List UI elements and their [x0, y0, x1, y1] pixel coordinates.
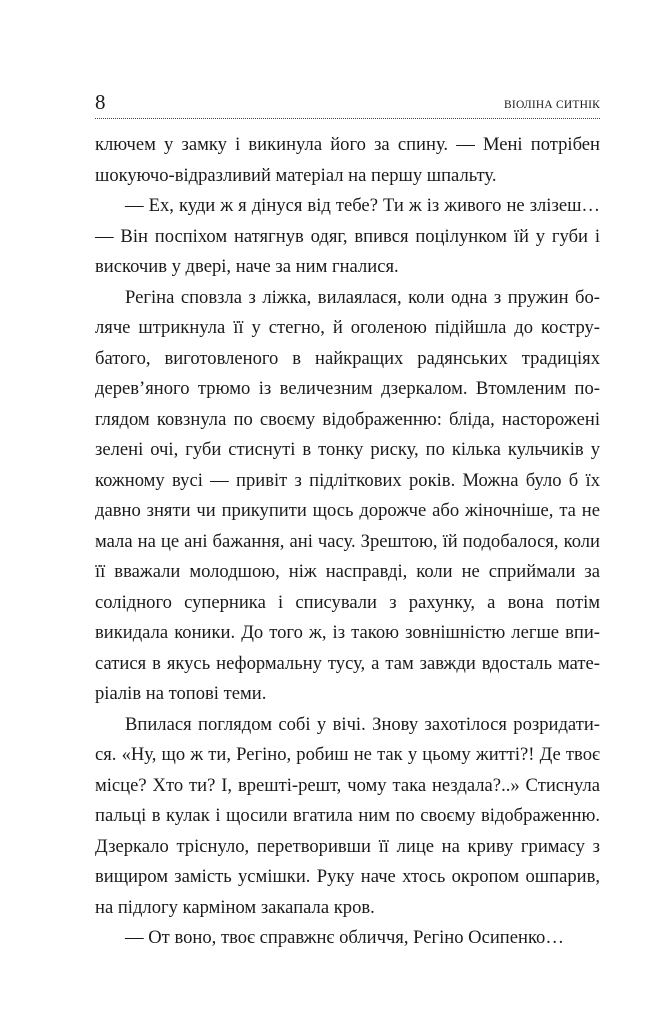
paragraph: ключем у замку і викинула його за спину. — Мені потрібен шокуючо-відразливий матеріал на першу шпальту. — [95, 134, 600, 186]
paragraph: Впилася поглядом собі у вічі. Знову захотілося розридатися. «Ну, що ж ти, Регіно, робиш не так у цьому житті?! Де твоє місце? Хто ти? І, врешті-решт, чому така нездала?..» Стиснула пальці в кулак і щосили вгатила ним по своєму відображенню. Дзеркало тріснуло, перетворивши її лице на криву гримасу з вищиром замість усмішки. Руку наче хтось окропом ошпарив, на підлогу карміном закапала кров. — [95, 713, 600, 918]
book-page — [95, 88, 600, 954]
paragraph: — От воно, твоє справжнє обличчя, Регіно Осипенко… — [125, 927, 564, 948]
paragraph: — Ех, куди ж я дінуся від тебе? Ти ж із живого не злізеш… — Він поспіхом натягнув одяг, впився поцілунком їй у губи і вискочив у двері, наче за ним гналися. — [95, 195, 600, 277]
page-number: 8 — [95, 90, 106, 114]
running-head — [95, 88, 600, 119]
running-title: ВІОЛІНА СИТНІК — [504, 99, 600, 111]
paragraph: Регіна сповзла з ліжка, вилаялася, коли одна з пружин боляче штрикнула її у стегно, й оголеною підійшла до кострубатого, виготовленого в найкращих радянських традиціях дерев’яного трюмо із величезним дзеркалом. Втомленим поглядом ковзнула по своєму відображенню: бліда, насторожeні зелені очі, губи стиснуті в тонку риску, по кілька кульчиків у кожному вусі — привіт з підліткових років. Можна було б їх давно зняти чи прикупити щось дорожче або жіночніше, та не мала на це ані бажання, ані часу. Зрештою, їй подобалося, коли її вважали молодшою, ніж насправді, коли не сприймали за солідного суперника і списували з рахунку, а вона потім викидала коники. До того ж, із такою зовнішністю легше вписатися в якусь неформальну тусу, а там завжди вдосталь матеріалів на топові теми. — [95, 286, 600, 704]
body-text — [95, 130, 600, 954]
